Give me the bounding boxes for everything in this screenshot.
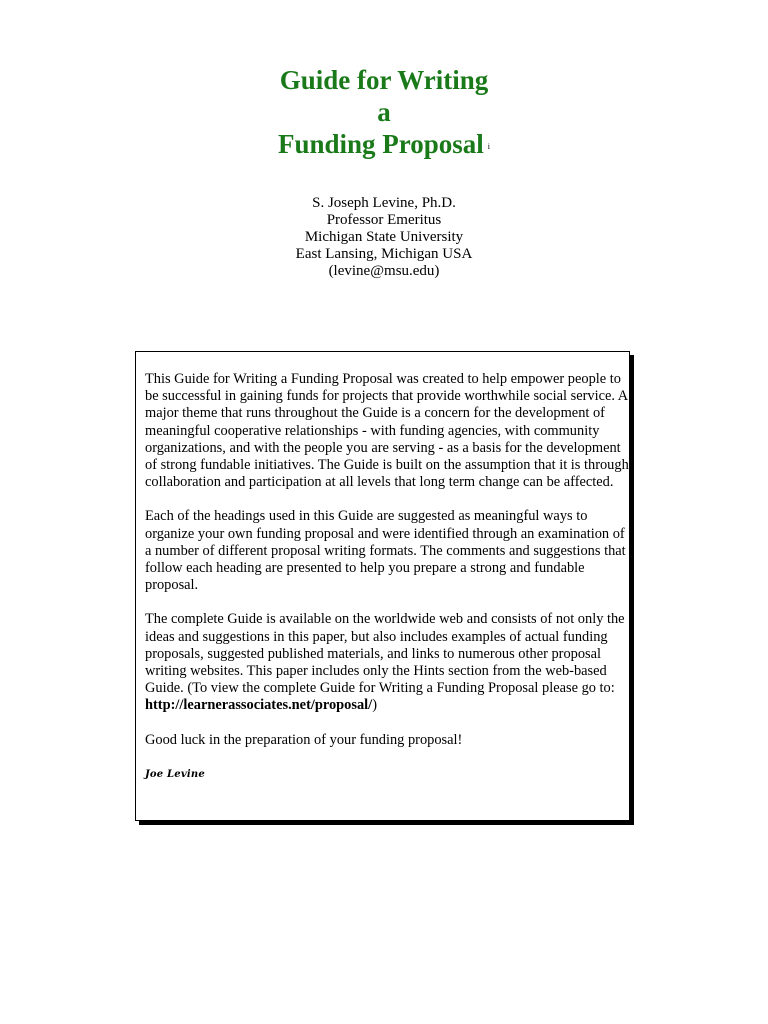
author-email[interactable]: (levine@msu.edu) xyxy=(328,263,440,279)
author-name: S. Joseph Levine, Ph.D. xyxy=(312,195,456,211)
author-block xyxy=(0,195,768,280)
intro-box xyxy=(135,351,630,821)
author-institution: Michigan State University xyxy=(304,229,464,245)
title-line-1: Guide for Writing xyxy=(279,65,489,95)
title-line-2: a xyxy=(377,97,391,127)
intro-paragraph-3-text: The complete Guide is available on the worldwide web and consists of not only the ideas and suggestions in this paper, but also includes examples of actual funding proposals, suggested published materials, and links to numerous other proposal writing websites. This paper includes only the Hints section from the web-based Guide. (To view the complete Guide for Writing a Funding Proposal please go to: xyxy=(145,611,625,697)
signature: Joe Levine xyxy=(145,768,205,780)
intro-paragraph-4: Good luck in the preparation of your funding proposal! xyxy=(145,731,463,748)
proposal-guide-link[interactable]: http://learnerassociates.net/proposal/ xyxy=(145,697,373,714)
intro-paragraph-3 xyxy=(145,611,631,714)
intro-paragraph-2: Each of the headings used in this Guide are suggested as meaningful ways to organize your own funding proposal and were identified through an examination of a number of different proposal writing formats. The comments and suggestions that follow each heading are presented to help you prepare a strong and fundable proposal. xyxy=(145,508,626,594)
intro-paragraph-3-end: ) xyxy=(372,697,377,714)
intro-paragraph-1: This Guide for Writing a Funding Proposal was created to help empower people to be successful in gaining funds for projects that provide worthwhile social service. A major theme that runs throughout the Guide is a concern for the development of meaningful cooperative relationships - with funding agencies, with community organizations, and with the people you are serving - as a basis for the development of strong fundable initiatives. The Guide is built on the assumption that it is through collaboration and participation at all levels that long term change can be affected. xyxy=(145,371,629,491)
title-line-3-text: Funding Proposal xyxy=(277,129,484,159)
title-block xyxy=(0,64,768,163)
title-line-3 xyxy=(0,128,768,163)
intro-box-content xyxy=(145,371,631,783)
footnote-mark[interactable]: i xyxy=(487,142,491,151)
author-location: East Lansing, Michigan USA xyxy=(295,246,473,262)
author-position: Professor Emeritus xyxy=(326,212,442,228)
